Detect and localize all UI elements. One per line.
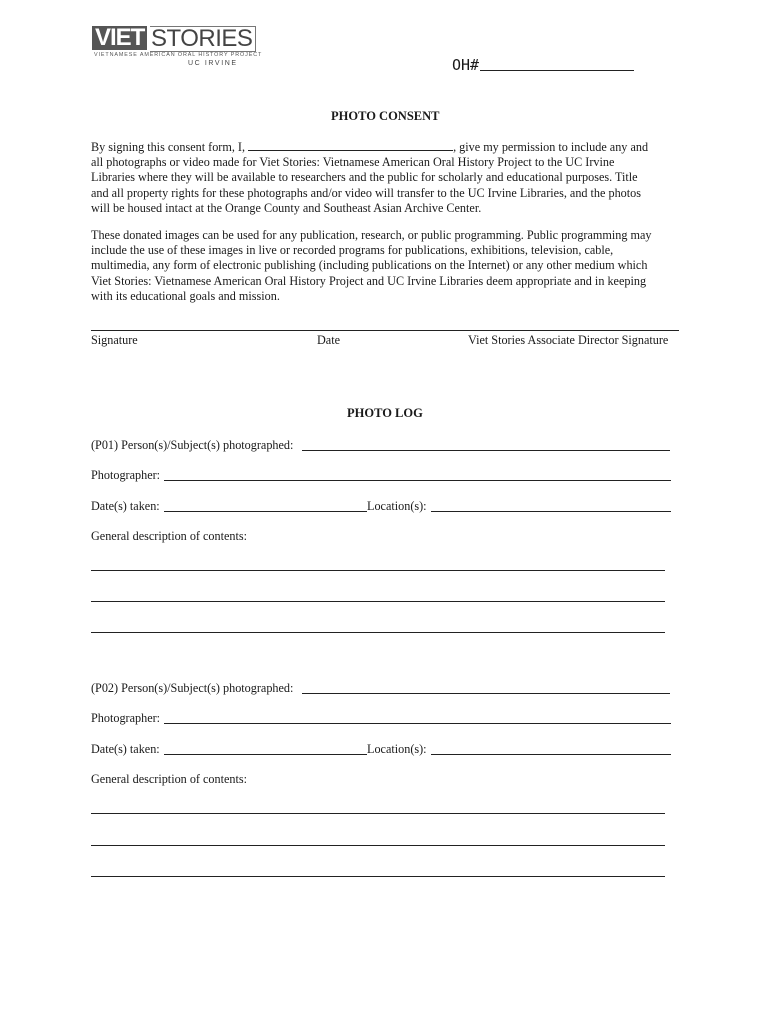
p02-location-label: Location(s): — [367, 742, 427, 756]
signature-line[interactable] — [91, 330, 679, 331]
signature-label: Signature — [91, 333, 138, 347]
p01-photographer-label: Photographer: — [91, 468, 161, 482]
logo-stories-text: STORIES — [150, 26, 256, 52]
consent-intro-continued: , give my permission to include any and — [453, 140, 649, 154]
viet-stories-logo — [92, 24, 263, 72]
paragraph-line: and all property rights for these photographs and/or video will transfer to the UC Irvine Libraries, and the photos — [91, 185, 641, 200]
paragraph-line: Libraries where they will be available to researchers and the public for scholarly and educational purposes. Title — [91, 170, 638, 185]
p02-dates-field[interactable] — [164, 754, 367, 755]
p01-photographer-field[interactable] — [164, 480, 671, 481]
consent-title: PHOTO CONSENT — [331, 109, 440, 123]
p02-description-label: General description of contents: — [91, 772, 248, 786]
p01-location-field[interactable] — [431, 511, 671, 512]
p02-photographer-label: Photographer: — [91, 711, 161, 725]
logo-viet-text: VIET — [92, 26, 147, 50]
p01-location-label: Location(s): — [367, 499, 427, 513]
p02-location-field[interactable] — [431, 754, 671, 755]
p01-dates-label: Date(s) taken: — [91, 499, 160, 513]
p01-description-label: General description of contents: — [91, 529, 248, 543]
consent-intro-text: By signing this consent form, I, — [91, 140, 246, 154]
consent-paragraph-2 — [91, 228, 681, 304]
p02-description-line-1[interactable] — [91, 813, 665, 814]
p01-description-line-1[interactable] — [91, 570, 665, 571]
consent-name-field[interactable] — [248, 139, 453, 151]
oh-number-field[interactable] — [480, 70, 634, 71]
photo-log-title: PHOTO LOG — [347, 406, 423, 420]
paragraph-line: multimedia, any form of electronic publishing (including publications on the Internet) or any other medium which — [91, 258, 648, 273]
p01-description-line-2[interactable] — [91, 601, 665, 602]
consent-line-first — [91, 139, 681, 155]
director-signature-label: Viet Stories Associate Director Signature — [468, 333, 669, 347]
p01-description-line-3[interactable] — [91, 632, 665, 633]
paragraph-line: will be housed intact at the Orange County and Southeast Asian Archive Center. — [91, 200, 482, 215]
paragraph-line: with its educational goals and mission. — [91, 288, 280, 303]
p02-subject-field[interactable] — [302, 693, 670, 694]
p02-description-line-2[interactable] — [91, 845, 665, 846]
paragraph-line: all photographs or video made for Viet Stories: Vietnamese American Oral History Project to the UC Irvine — [91, 155, 615, 170]
p01-subject-field[interactable] — [302, 450, 670, 451]
date-label: Date — [317, 333, 341, 347]
p02-dates-label: Date(s) taken: — [91, 742, 160, 756]
paragraph-line: These donated images can be used for any publication, research, or public programming. Public programming may — [91, 228, 652, 242]
paragraph-line: include the use of these images in live or recorded programs for publications, exhibitions, television, cable, — [91, 243, 614, 258]
logo-institution: UC IRVINE — [188, 60, 238, 67]
p02-photographer-field[interactable] — [164, 723, 671, 724]
p02-description-line-3[interactable] — [91, 876, 665, 877]
p02-subject-label: (P02) Person(s)/Subject(s) photographed: — [91, 681, 294, 695]
paragraph-line: Viet Stories: Vietnamese American Oral History Project and UC Irvine Libraries deem appropriate and in keeping — [91, 273, 647, 288]
logo-subtitle: VIETNAMESE AMERICAN ORAL HISTORY PROJECT — [94, 52, 263, 58]
oh-number-label: OH# — [452, 56, 480, 74]
p01-subject-label: (P01) Person(s)/Subject(s) photographed: — [91, 438, 294, 452]
consent-paragraph-1 — [91, 139, 681, 216]
p01-dates-field[interactable] — [164, 511, 367, 512]
